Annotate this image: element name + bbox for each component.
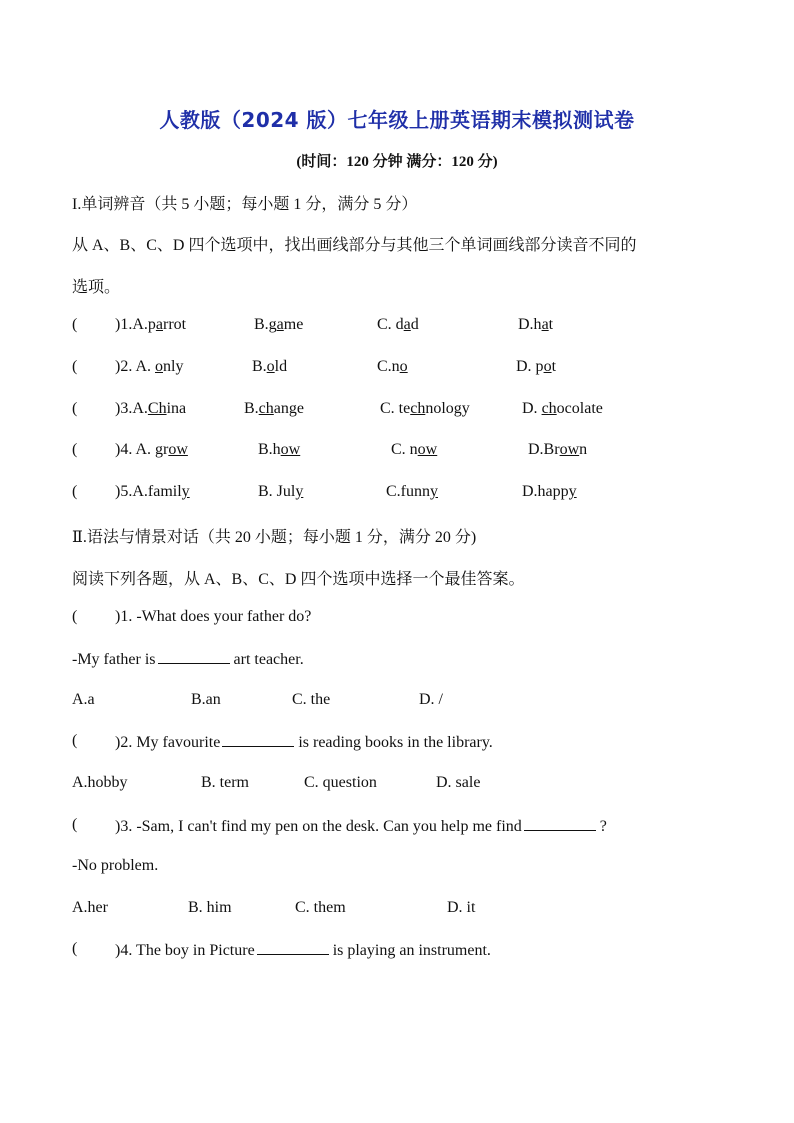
page-title: 人教版（2024 版）七年级上册英语期末模拟测试卷 [159, 108, 635, 132]
section1-instruction-line2: 选项。 [72, 279, 121, 296]
option-d: D. sale [436, 774, 481, 791]
answer-paren: ( [72, 732, 78, 749]
option-c: C. now [391, 441, 438, 458]
question-stem: )3. -Sam, I can't find my pen on the desk. Can you help me find ? [115, 818, 607, 835]
exam-time-score: (时间：120 分钟 满分：120 分) [296, 154, 498, 170]
option-d: D. / [419, 691, 443, 708]
question-stem: )1. -What does your father do? [115, 608, 312, 625]
option-d: D. chocolate [522, 400, 603, 417]
option-b: B.an [191, 691, 221, 708]
answer-blank [524, 816, 596, 831]
grammar-question-3-line2: -No problem. [72, 857, 159, 874]
option-b: B.game [254, 316, 304, 333]
answer-paren: ( [72, 608, 78, 625]
answer-paren: ( [72, 316, 78, 333]
option-b: B. July [258, 483, 304, 500]
option-a: )2. A. only [115, 358, 184, 375]
question-stem: )2. My favourite is reading books in the library. [115, 734, 493, 751]
section2-instruction: 阅读下列各题，从 A、B、C、D 四个选项中选择一个最佳答案。 [72, 571, 525, 588]
answer-blank [222, 732, 294, 747]
option-c: C. the [292, 691, 331, 708]
option-a: A.a [72, 691, 95, 708]
option-b: B. him [188, 899, 232, 916]
option-b: B.old [252, 358, 288, 375]
section1-instruction-line1: 从 A、B、C、D 四个选项中，找出画线部分与其他三个单词画线部分读音不同的 [72, 237, 637, 254]
option-a: )4. A. grow [115, 441, 188, 458]
answer-paren: ( [72, 358, 78, 375]
option-a: )3.A.China [115, 400, 187, 417]
option-d: D. pot [516, 358, 557, 375]
option-b: B.change [244, 400, 304, 417]
answer-blank [257, 940, 329, 955]
option-c: C. them [295, 899, 346, 916]
option-a: A.her [72, 899, 108, 916]
question-stem: )4. The boy in Picture is playing an instrument. [115, 942, 491, 959]
option-a: )5.A.family [115, 483, 190, 500]
option-c: C. question [304, 774, 377, 791]
option-a: )1.A.parrot [115, 316, 187, 333]
option-d: D. it [447, 899, 476, 916]
answer-paren: ( [72, 483, 78, 500]
answer-paren: ( [72, 940, 78, 957]
option-d: D.Brown [528, 441, 588, 458]
answer-paren: ( [72, 816, 78, 833]
answer-paren: ( [72, 400, 78, 417]
option-c: C.no [377, 358, 408, 375]
section2-heading: Ⅱ.语法与情景对话（共 20 小题；每小题 1 分，满分 20 分) [72, 529, 477, 546]
option-d: D.happy [522, 483, 577, 500]
option-d: D.hat [518, 316, 554, 333]
option-a: A.hobby [72, 774, 128, 791]
answer-blank [158, 649, 230, 664]
option-c: C.funny [386, 483, 438, 500]
option-b: B. term [201, 774, 249, 791]
option-c: C. dad [377, 316, 419, 333]
answer-paren: ( [72, 441, 78, 458]
option-b: B.how [258, 441, 301, 458]
grammar-question-1-line2: -My father is art teacher. [72, 651, 304, 668]
option-c: C. technology [380, 400, 470, 417]
section1-heading: I.单词辨音（共 5 小题；每小题 1 分，满分 5 分） [72, 196, 418, 213]
